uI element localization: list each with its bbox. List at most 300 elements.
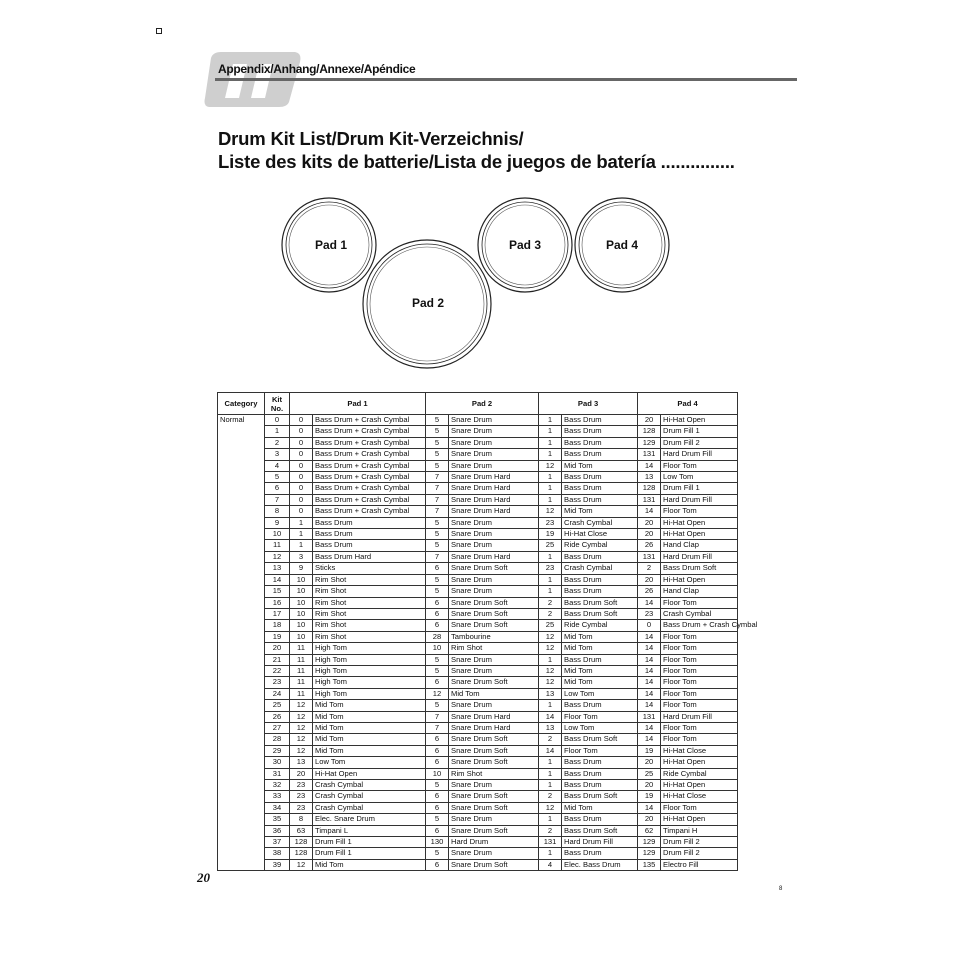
table-row [218, 722, 738, 733]
table-cell: Timpani L [313, 825, 426, 836]
table-cell: High Tom [313, 643, 426, 654]
table-cell: Snare Drum [449, 814, 539, 825]
table-cell: 14 [638, 688, 661, 699]
table-cell: 5 [426, 848, 449, 859]
table-cell: Bass Drum [562, 449, 638, 460]
table-cell: Rim Shot [313, 597, 426, 608]
table-cell: Bass Drum [562, 551, 638, 562]
table-cell: Floor Tom [661, 654, 738, 665]
table-cell: Rim Shot [449, 643, 539, 654]
table-cell: 12 [290, 700, 313, 711]
table-cell: 6 [426, 608, 449, 619]
table-row [218, 654, 738, 665]
table-cell: 1 [539, 415, 562, 426]
table-cell: 24 [265, 688, 290, 699]
table-cell: Bass Drum Soft [562, 825, 638, 836]
table-cell: 2 [539, 597, 562, 608]
table-row [218, 734, 738, 745]
table-cell: Bass Drum [562, 494, 638, 505]
table-cell: 131 [638, 494, 661, 505]
table-cell: 11 [290, 654, 313, 665]
table-cell: 12 [290, 859, 313, 870]
table-cell: 14 [638, 460, 661, 471]
table-cell: 0 [290, 415, 313, 426]
table-cell: 2 [265, 437, 290, 448]
table-cell: Mid Tom [562, 677, 638, 688]
table-row [218, 506, 738, 517]
table-cell: 0 [290, 494, 313, 505]
table-cell: Floor Tom [661, 688, 738, 699]
table-cell: Snare Drum [449, 540, 539, 551]
table-cell: 6 [426, 597, 449, 608]
table-cell: 1 [539, 574, 562, 585]
table-cell: 27 [265, 722, 290, 733]
table-cell: 0 [290, 460, 313, 471]
table-cell: High Tom [313, 677, 426, 688]
table-cell: Snare Drum Hard [449, 551, 539, 562]
table-cell: 23 [539, 563, 562, 574]
table-cell: 6 [426, 859, 449, 870]
table-row [218, 780, 738, 791]
table-cell: Hi-Hat Open [661, 517, 738, 528]
table-cell: Floor Tom [661, 506, 738, 517]
table-cell: 129 [638, 437, 661, 448]
table-cell: Snare Drum [449, 529, 539, 540]
page-title [218, 127, 735, 173]
table-cell: 26 [638, 540, 661, 551]
table-cell: 28 [265, 734, 290, 745]
table-cell: 7 [426, 483, 449, 494]
table-cell: 7 [426, 711, 449, 722]
table-cell: 20 [290, 768, 313, 779]
table-cell: 12 [290, 745, 313, 756]
table-cell: Snare Drum Hard [449, 483, 539, 494]
table-cell: 131 [539, 837, 562, 848]
table-cell: 0 [290, 449, 313, 460]
table-cell: 20 [265, 643, 290, 654]
table-cell: Snare Drum Hard [449, 722, 539, 733]
table-cell: 1 [539, 814, 562, 825]
table-cell: 14 [638, 654, 661, 665]
table-row [218, 563, 738, 574]
table-row [218, 711, 738, 722]
table-cell: Bass Drum [562, 757, 638, 768]
table-cell: Rim Shot [313, 574, 426, 585]
table-cell: Crash Cymbal [562, 563, 638, 574]
table-cell: Bass Drum + Crash Cymbal [313, 472, 426, 483]
table-cell: 12 [539, 643, 562, 654]
table-cell: 14 [638, 506, 661, 517]
table-cell: Bass Drum [562, 780, 638, 791]
table-cell: Mid Tom [562, 506, 638, 517]
table-cell: 128 [290, 848, 313, 859]
table-cell: 5 [426, 517, 449, 528]
table-cell: 11 [290, 643, 313, 654]
table-cell: Bass Drum + Crash Cymbal [313, 494, 426, 505]
table-cell: Hard Drum Fill [661, 711, 738, 722]
table-cell: Bass Drum [562, 768, 638, 779]
table-row [218, 688, 738, 699]
table-cell: 5 [426, 665, 449, 676]
table-row [218, 825, 738, 836]
table-cell: 14 [638, 643, 661, 654]
table-cell: 1 [539, 449, 562, 460]
table-cell: Drum Fill 1 [313, 848, 426, 859]
table-cell: 7 [426, 494, 449, 505]
table-cell: 6 [426, 802, 449, 813]
table-cell: Snare Drum [449, 780, 539, 791]
table-cell: Bass Drum + Crash Cymbal [661, 620, 738, 631]
table-cell: 19 [265, 631, 290, 642]
table-cell: 19 [539, 529, 562, 540]
table-body [218, 415, 758, 871]
table-row [218, 472, 738, 483]
table-cell: 20 [638, 415, 661, 426]
table-cell: Rim Shot [313, 586, 426, 597]
table-cell: 1 [539, 848, 562, 859]
table-cell: Sticks [313, 563, 426, 574]
table-cell: Floor Tom [661, 665, 738, 676]
table-cell: Mid Tom [562, 802, 638, 813]
table-cell: 131 [638, 551, 661, 562]
table-cell: 0 [290, 437, 313, 448]
table-cell: 35 [265, 814, 290, 825]
table-cell: Hard Drum Fill [562, 837, 638, 848]
table-cell: 20 [638, 757, 661, 768]
table-cell: 62 [638, 825, 661, 836]
table-cell: 6 [426, 620, 449, 631]
table-cell: Snare Drum Hard [449, 472, 539, 483]
table-row [218, 802, 738, 813]
table-cell: 13 [265, 563, 290, 574]
table-cell: 5 [426, 700, 449, 711]
table-cell: Bass Drum Soft [562, 608, 638, 619]
table-cell: Bass Drum [313, 529, 426, 540]
header-pad-4: Pad 4 [638, 393, 738, 415]
table-row [218, 643, 738, 654]
table-cell: 13 [539, 688, 562, 699]
table-cell: Crash Cymbal [313, 780, 426, 791]
table-cell: 6 [426, 563, 449, 574]
table-cell: Floor Tom [661, 802, 738, 813]
table-cell: Snare Drum [449, 426, 539, 437]
table-cell: Snare Drum Soft [449, 620, 539, 631]
table-row [218, 437, 738, 448]
table-cell: Drum Fill 2 [661, 437, 738, 448]
table-cell: High Tom [313, 654, 426, 665]
table-cell: Bass Drum Soft [661, 563, 738, 574]
table-cell: Ride Cymbal [562, 620, 638, 631]
table-cell: Mid Tom [562, 631, 638, 642]
table-cell: 0 [290, 472, 313, 483]
table-cell: 11 [290, 677, 313, 688]
table-cell: 2 [539, 791, 562, 802]
table-cell: Hi-Hat Open [661, 415, 738, 426]
table-cell: Hi-Hat Open [661, 780, 738, 791]
table-cell: Floor Tom [661, 643, 738, 654]
pad-3-label: Pad 3 [509, 238, 542, 252]
table-cell: 10 [290, 608, 313, 619]
table-cell: 1 [290, 529, 313, 540]
table-cell: 21 [265, 654, 290, 665]
table-cell: 1 [539, 780, 562, 791]
table-cell: 1 [539, 757, 562, 768]
table-cell: Bass Drum Hard [313, 551, 426, 562]
table-cell: 29 [265, 745, 290, 756]
table-cell: Bass Drum Soft [562, 597, 638, 608]
table-row [218, 597, 738, 608]
table-row [218, 517, 738, 528]
table-cell: Drum Fill 2 [661, 848, 738, 859]
table-row [218, 426, 738, 437]
table-row [218, 494, 738, 505]
table-cell: Hi-Hat Close [562, 529, 638, 540]
drum-pads-diagram [281, 196, 675, 374]
table-cell: Bass Drum + Crash Cymbal [313, 426, 426, 437]
table-row [218, 540, 738, 551]
table-cell: Electro Fill [661, 859, 738, 870]
table-row [218, 483, 738, 494]
table-cell: 10 [265, 529, 290, 540]
table-cell: 9 [265, 517, 290, 528]
table-cell: 10 [290, 574, 313, 585]
table-cell: High Tom [313, 688, 426, 699]
table-cell: Low Tom [562, 722, 638, 733]
table-cell: Rim Shot [449, 768, 539, 779]
table-cell: 33 [265, 791, 290, 802]
table-cell: 14 [539, 745, 562, 756]
table-cell: Hi-Hat Open [313, 768, 426, 779]
table-cell: Mid Tom [449, 688, 539, 699]
table-cell: 26 [638, 586, 661, 597]
table-cell: 23 [290, 791, 313, 802]
table-cell: 0 [290, 426, 313, 437]
table-cell: 14 [638, 734, 661, 745]
table-cell: 10 [290, 597, 313, 608]
table-cell: 32 [265, 780, 290, 791]
table-cell: Rim Shot [313, 608, 426, 619]
corner-registration-mark [156, 28, 162, 34]
table-cell: 7 [426, 472, 449, 483]
table-cell: 1 [539, 768, 562, 779]
table-cell: High Tom [313, 665, 426, 676]
table-cell: Bass Drum + Crash Cymbal [313, 415, 426, 426]
table-cell: 1 [539, 472, 562, 483]
table-cell: 2 [539, 825, 562, 836]
table-cell: Low Tom [313, 757, 426, 768]
table-row [218, 529, 738, 540]
table-cell: Bass Drum [313, 517, 426, 528]
table-row [218, 700, 738, 711]
table-cell: 10 [426, 768, 449, 779]
table-cell: 7 [265, 494, 290, 505]
table-cell: 5 [426, 814, 449, 825]
table-cell: 2 [638, 563, 661, 574]
table-cell: 1 [290, 540, 313, 551]
table-cell: 38 [265, 848, 290, 859]
table-cell: 11 [265, 540, 290, 551]
table-cell: 5 [426, 529, 449, 540]
table-row [218, 757, 738, 768]
table-cell: 5 [426, 540, 449, 551]
table-cell: 13 [539, 722, 562, 733]
table-cell: 30 [265, 757, 290, 768]
table-row [218, 631, 738, 642]
table-cell: Bass Drum [562, 415, 638, 426]
table-cell: 14 [638, 700, 661, 711]
table-cell: Snare Drum [449, 665, 539, 676]
table-cell: 6 [426, 734, 449, 745]
table-cell: 1 [539, 426, 562, 437]
table-cell: 12 [539, 631, 562, 642]
table-cell: 2 [539, 734, 562, 745]
table-cell: 7 [426, 551, 449, 562]
title-line-1: Drum Kit List/Drum Kit-Verzeichnis/ [218, 128, 524, 149]
table-cell: 12 [426, 688, 449, 699]
table-cell: Floor Tom [661, 631, 738, 642]
category-cell: Normal [218, 415, 265, 871]
table-cell: Bass Drum Soft [562, 734, 638, 745]
table-cell: Bass Drum [562, 654, 638, 665]
table-cell: 12 [265, 551, 290, 562]
table-cell: Mid Tom [313, 722, 426, 733]
table-cell: 20 [638, 574, 661, 585]
table-cell: Snare Drum [449, 848, 539, 859]
table-cell: Mid Tom [313, 859, 426, 870]
table-row [218, 574, 738, 585]
table-cell: 14 [638, 677, 661, 688]
table-cell: Ride Cymbal [562, 540, 638, 551]
table-cell: Snare Drum Soft [449, 745, 539, 756]
table-cell: Snare Drum Soft [449, 734, 539, 745]
table-cell: Bass Drum [313, 540, 426, 551]
table-cell: Crash Cymbal [661, 608, 738, 619]
table-cell: Mid Tom [562, 643, 638, 654]
table-cell: 14 [638, 665, 661, 676]
table-cell: 14 [638, 722, 661, 733]
table-cell: 5 [426, 449, 449, 460]
table-row [218, 745, 738, 756]
table-cell: Snare Drum [449, 700, 539, 711]
table-cell: 23 [290, 802, 313, 813]
table-cell: 128 [638, 483, 661, 494]
table-cell: 12 [539, 460, 562, 471]
table-cell: 14 [539, 711, 562, 722]
table-cell: Low Tom [661, 472, 738, 483]
table-cell: Hand Clap [661, 540, 738, 551]
table-cell: Snare Drum Soft [449, 563, 539, 574]
table-cell: 5 [426, 426, 449, 437]
table-cell: Hi-Hat Open [661, 529, 738, 540]
table-cell: 5 [265, 472, 290, 483]
table-cell: Floor Tom [562, 745, 638, 756]
table-cell: 3 [290, 551, 313, 562]
table-row [218, 848, 738, 859]
table-cell: Crash Cymbal [313, 791, 426, 802]
table-cell: 6 [426, 791, 449, 802]
table-row [218, 665, 738, 676]
table-cell: 19 [638, 745, 661, 756]
table-cell: 20 [638, 814, 661, 825]
table-row [218, 608, 738, 619]
table-cell: Snare Drum [449, 415, 539, 426]
table-cell: 9 [290, 563, 313, 574]
table-cell: 37 [265, 837, 290, 848]
header-pad-2: Pad 2 [426, 393, 539, 415]
table-cell: 25 [539, 540, 562, 551]
table-cell: 13 [290, 757, 313, 768]
table-cell: Floor Tom [661, 734, 738, 745]
table-cell: Snare Drum Hard [449, 711, 539, 722]
section-label: Appendix/Anhang/Annexe/Apéndice [218, 62, 416, 76]
table-cell: Snare Drum [449, 517, 539, 528]
table-cell: 11 [290, 688, 313, 699]
table-cell: 5 [426, 586, 449, 597]
table-cell: 6 [426, 757, 449, 768]
table-cell: 4 [265, 460, 290, 471]
table-cell: Snare Drum [449, 586, 539, 597]
table-cell: 22 [265, 665, 290, 676]
table-cell: 6 [426, 825, 449, 836]
table-cell: Hard Drum Fill [661, 449, 738, 460]
table-cell: Hard Drum Fill [661, 494, 738, 505]
table-cell: 1 [539, 700, 562, 711]
table-cell: 2 [539, 608, 562, 619]
table-cell: 13 [638, 472, 661, 483]
table-cell: Bass Drum Soft [562, 791, 638, 802]
table-cell: Bass Drum [562, 574, 638, 585]
table-cell: Hi-Hat Open [661, 574, 738, 585]
table-cell: Snare Drum Soft [449, 757, 539, 768]
table-cell: 8 [265, 506, 290, 517]
table-cell: Snare Drum [449, 654, 539, 665]
table-cell: Bass Drum + Crash Cymbal [313, 437, 426, 448]
table-cell: 1 [539, 551, 562, 562]
table-cell: Bass Drum + Crash Cymbal [313, 506, 426, 517]
table-cell: 12 [539, 506, 562, 517]
table-cell: Drum Fill 2 [661, 837, 738, 848]
table-cell: 14 [638, 631, 661, 642]
table-cell: Bass Drum [562, 586, 638, 597]
table-row [218, 791, 738, 802]
table-cell: 25 [638, 768, 661, 779]
table-cell: Rim Shot [313, 631, 426, 642]
table-cell: 10 [290, 586, 313, 597]
table-cell: 12 [539, 665, 562, 676]
table-cell: 7 [426, 506, 449, 517]
table-cell: Hi-Hat Open [661, 814, 738, 825]
table-cell: Bass Drum [562, 848, 638, 859]
table-cell: 5 [426, 437, 449, 448]
table-cell: 12 [290, 722, 313, 733]
table-cell: 0 [638, 620, 661, 631]
table-cell: 135 [638, 859, 661, 870]
table-cell: Snare Drum [449, 574, 539, 585]
table-cell: Floor Tom [661, 722, 738, 733]
table-cell: Hi-Hat Close [661, 745, 738, 756]
table-cell: Snare Drum [449, 449, 539, 460]
header-rule [215, 78, 797, 81]
table-cell: 1 [539, 586, 562, 597]
table-cell: 25 [539, 620, 562, 631]
table-cell: 20 [638, 517, 661, 528]
table-cell: Hard Drum [449, 837, 539, 848]
table-cell: Mid Tom [562, 665, 638, 676]
table-cell: Bass Drum [562, 483, 638, 494]
header-pad-3: Pad 3 [539, 393, 638, 415]
table-cell: Snare Drum Soft [449, 677, 539, 688]
table-cell: 5 [426, 574, 449, 585]
